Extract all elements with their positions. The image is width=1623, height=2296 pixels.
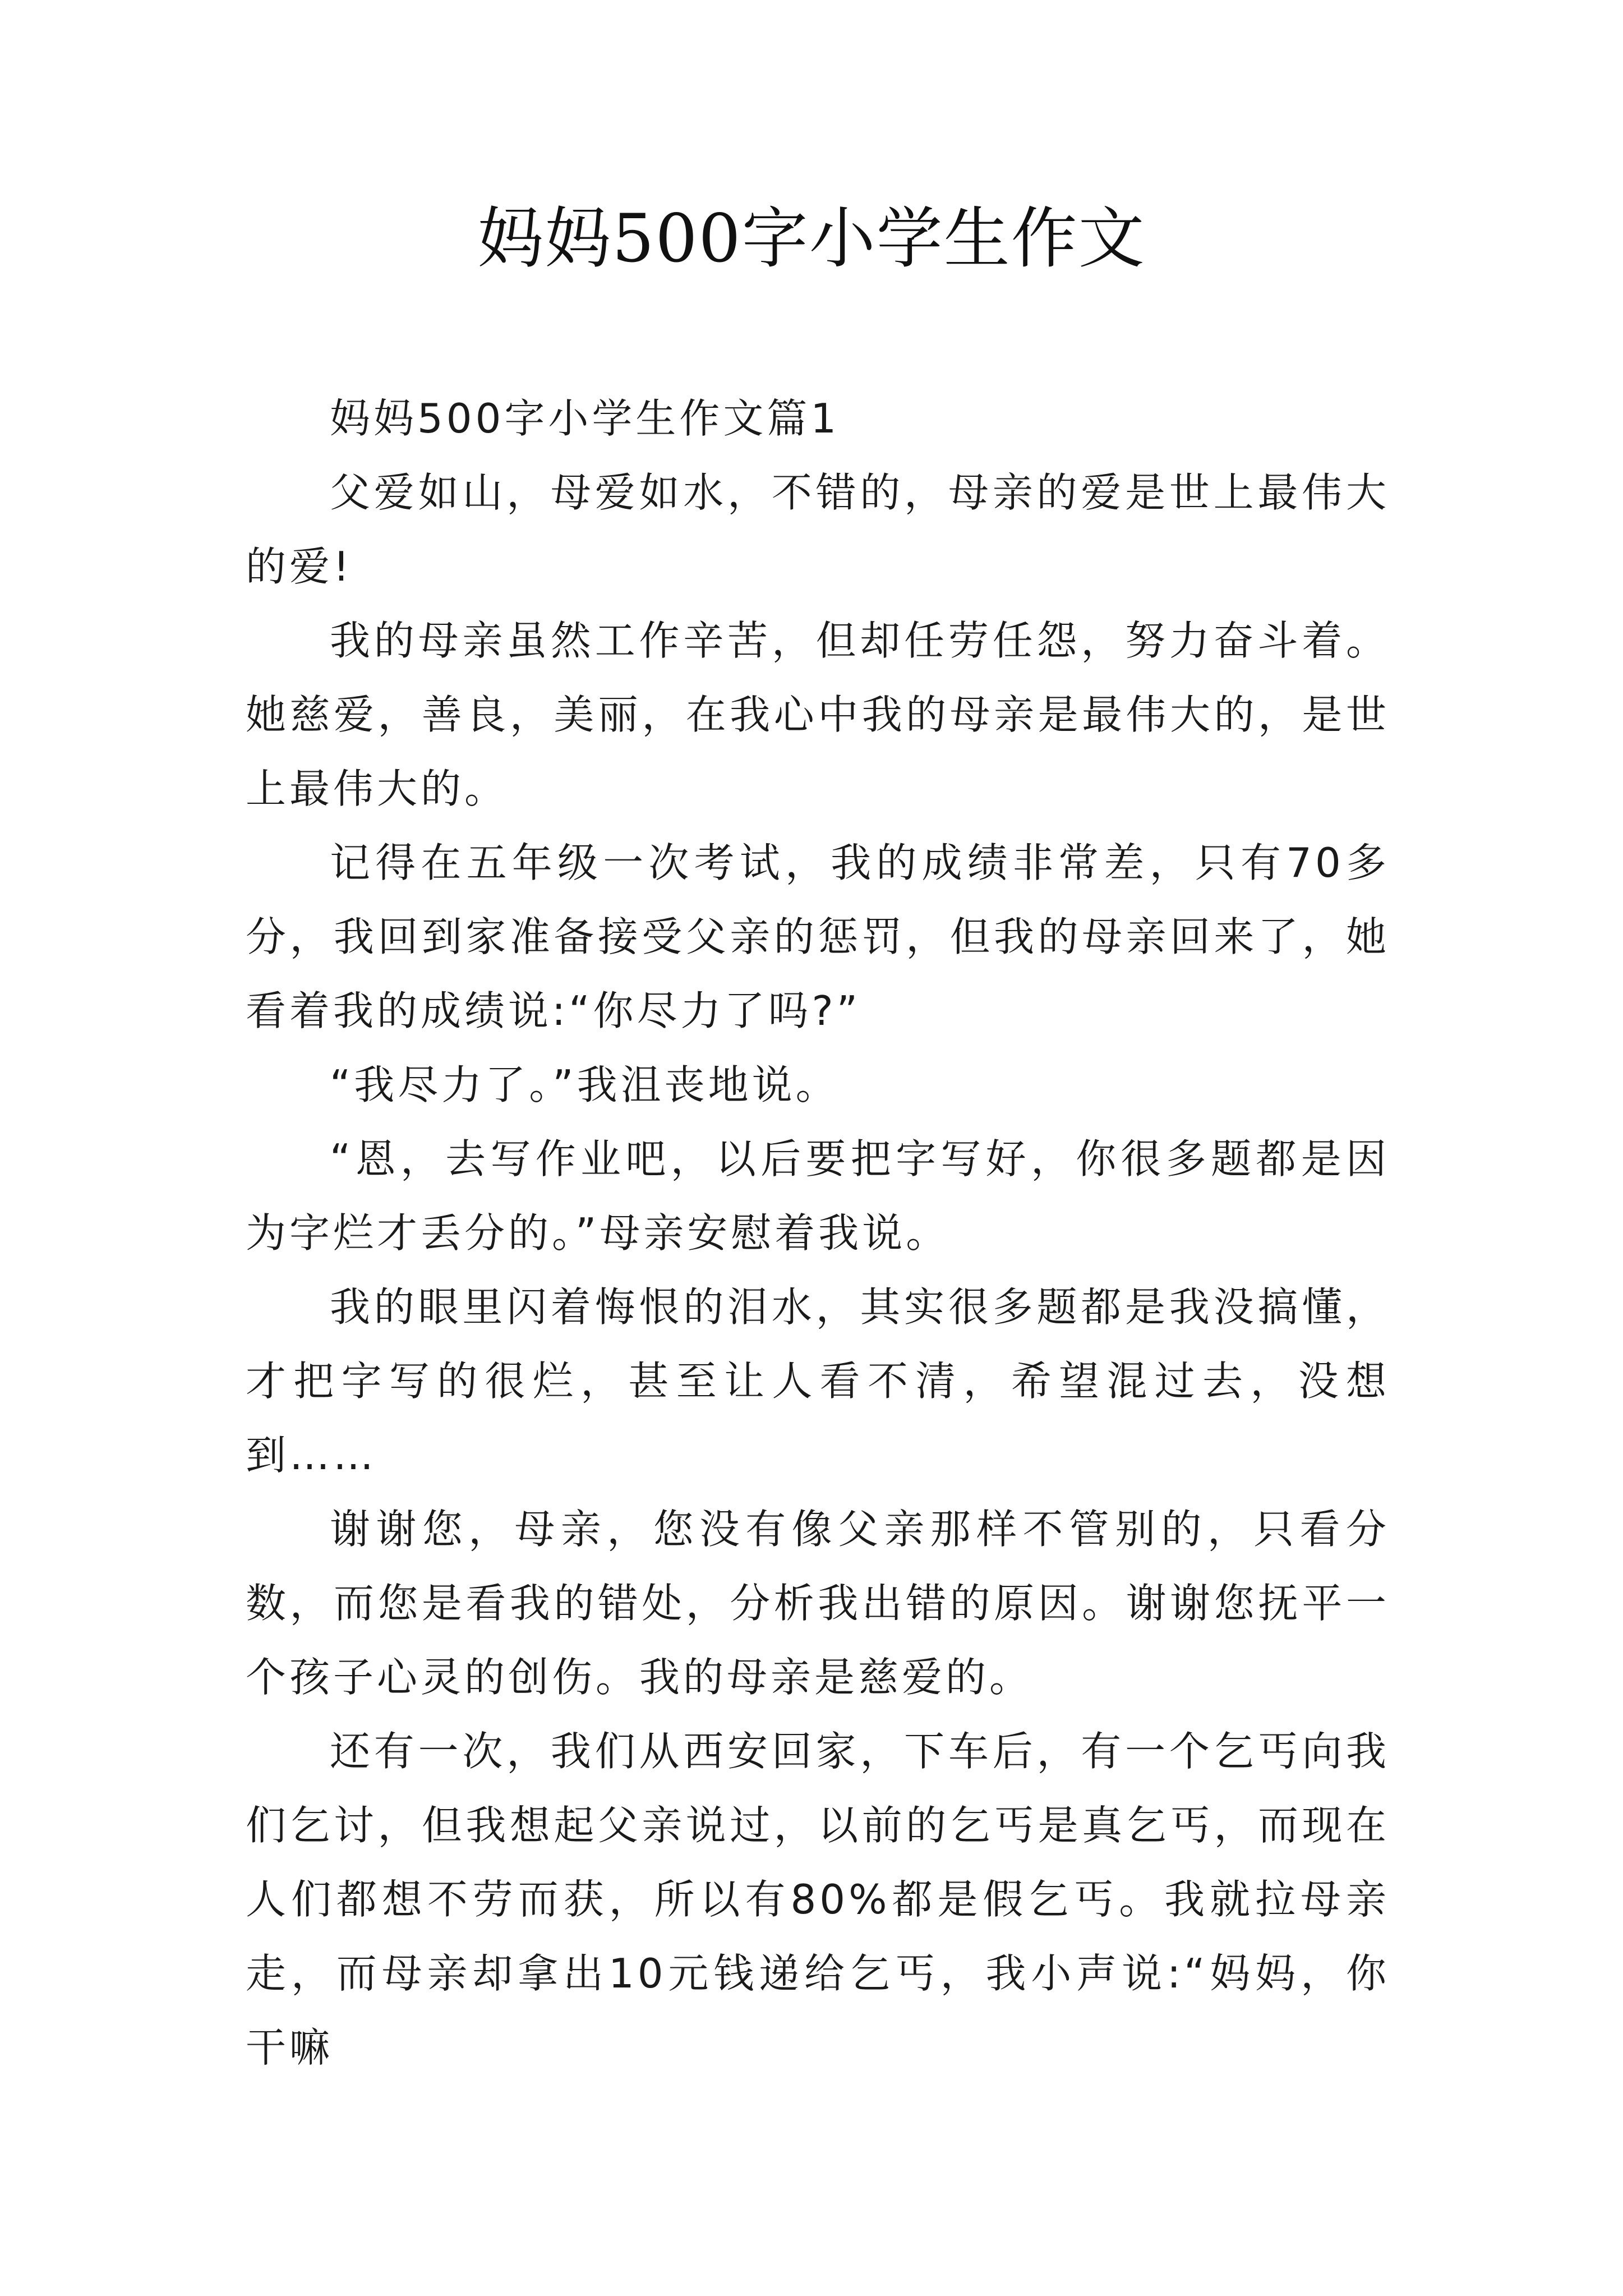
- paragraph-subtitle: 妈妈500字小学生作文篇1: [330, 395, 840, 442]
- paragraph: 父爱如山，母爱如水，不错的，母亲的爱是世上最伟大的爱!: [246, 469, 1390, 590]
- paragraph: 记得在五年级一次考试，我的成绩非常差，只有70多分，我回到家准备接受父亲的惩罚，但我的母亲回来了，她看着我的成绩说:“你尽力了吗?”: [246, 839, 1390, 1034]
- document-body: [246, 381, 1390, 2085]
- paragraph: “我尽力了。”我沮丧地说。: [330, 1061, 840, 1108]
- paragraph: “恩，去写作业吧，以后要把字写好，你很多题都是因为字烂才丢分的。”母亲安慰着我说。: [246, 1135, 1390, 1257]
- paragraph: 还有一次，我们从西安回家，下车后，有一个乞丐向我们乞讨，但我想起父亲说过，以前的乞丐是真乞丐，而现在人们都想不劳而获，所以有80%都是假乞丐。我就拉母亲走，而母亲却拿出10元钱递给乞丐，我小声说:“妈妈，你干嘛: [246, 1728, 1390, 2071]
- paragraph: 谢谢您，母亲，您没有像父亲那样不管别的，只看分数，而您是看我的错处，分析我出错的原因。谢谢您抚平一个孩子心灵的创伤。我的母亲是慈爱的。: [246, 1506, 1390, 1701]
- paragraph: 我的眼里闪着悔恨的泪水，其实很多题都是我没搞懂，才把字写的很烂，甚至让人看不清，希望混过去，没想到……: [246, 1283, 1390, 1479]
- paragraph: 我的母亲虽然工作辛苦，但却任劳任怨，努力奋斗着。她慈爱，善良，美丽，在我心中我的母亲是最伟大的，是世上最伟大的。: [246, 617, 1390, 812]
- document-title: 妈妈500字小学生作文: [477, 200, 1146, 277]
